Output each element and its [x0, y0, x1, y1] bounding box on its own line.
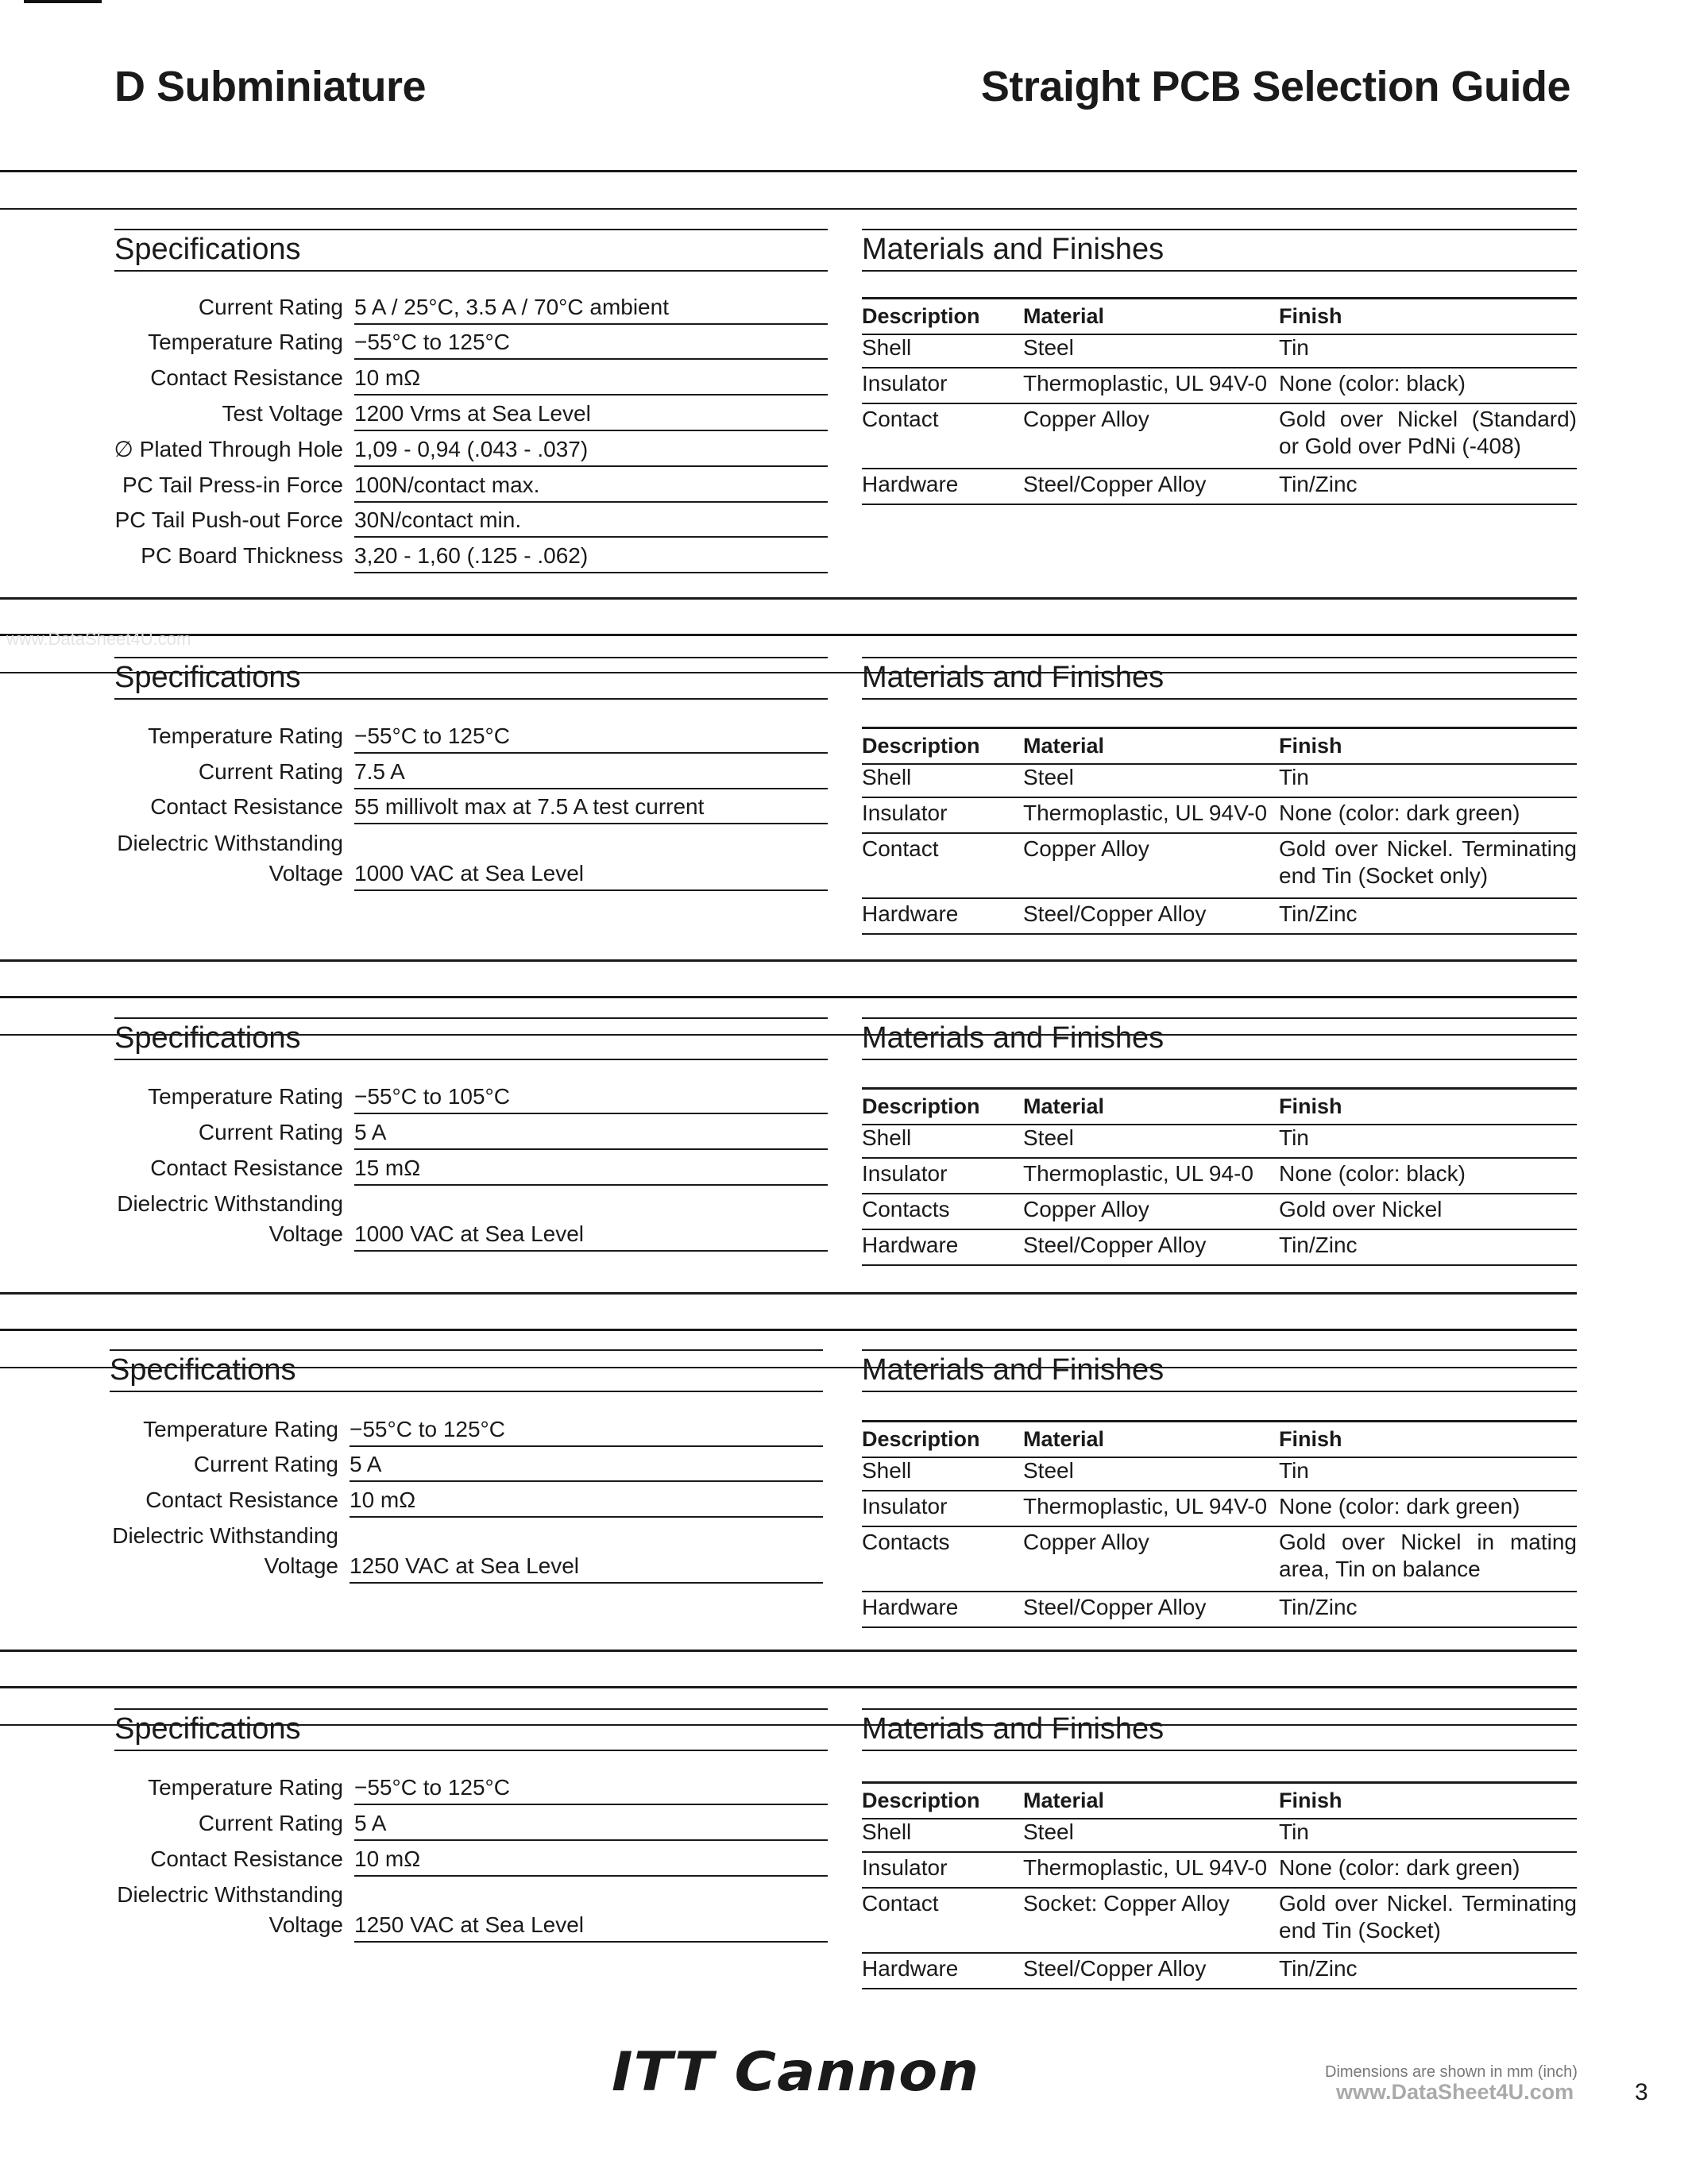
specifications-title-underline — [114, 270, 828, 272]
col-header-material: Material — [1023, 1427, 1105, 1451]
material-name: Copper Alloy — [1023, 1197, 1149, 1221]
material-description: Insulator — [862, 1855, 948, 1880]
material-name: Steel/Copper Alloy — [1023, 472, 1207, 496]
materials-table-row — [862, 1193, 1577, 1230]
material-description: Insulator — [862, 1161, 948, 1186]
materials-table-row — [862, 367, 1577, 404]
materials-table-row — [862, 1526, 1577, 1592]
specifications-title-rule — [114, 657, 828, 658]
material-description: Hardware — [862, 1233, 959, 1257]
materials-table-row — [862, 1952, 1577, 1989]
material-description: Insulator — [862, 1494, 948, 1518]
material-name: Copper Alloy — [1023, 1530, 1149, 1554]
material-finish: None (color: black) — [1279, 371, 1466, 396]
material-name: Steel/Copper Alloy — [1023, 1595, 1207, 1619]
footer-url: www.DataSheet4U.com — [1336, 2080, 1574, 2104]
material-finish: Tin — [1279, 1819, 1309, 1844]
material-name: Thermoplastic, UL 94V-0 — [1023, 371, 1268, 396]
materials-table-row — [862, 1229, 1577, 1266]
material-finish: Tin — [1279, 1458, 1309, 1483]
spec-value: 5 A — [354, 1810, 828, 1841]
material-finish: Tin/Zinc — [1279, 472, 1358, 496]
spec-value: 3,20 - 1,60 (.125 - .062) — [354, 542, 828, 573]
material-finish: Tin/Zinc — [1279, 1233, 1358, 1257]
materials-title-rule — [862, 1017, 1577, 1019]
itt-cannon-logo: ITT Cannon — [612, 2041, 980, 2104]
spec-label: PC Board Thickness — [141, 543, 343, 568]
materials-title-rule — [862, 229, 1577, 230]
material-finish: Tin/Zinc — [1279, 1956, 1358, 1981]
specifications-title-underline — [114, 698, 828, 700]
material-name: Steel/Copper Alloy — [1023, 1956, 1207, 1981]
col-header-description: Description — [862, 1094, 980, 1118]
material-description: Shell — [862, 1125, 912, 1150]
spec-value: −55°C to 125°C — [354, 723, 828, 754]
materials-table-row — [862, 1887, 1577, 1954]
col-header-finish: Finish — [1279, 1427, 1342, 1451]
dimensions-note: Dimensions are shown in mm (inch) — [1325, 2063, 1578, 2081]
header-left-title: D Subminiature — [114, 63, 427, 110]
section-bottom-rule — [0, 1292, 1577, 1295]
material-description: Shell — [862, 765, 912, 789]
section-secondary-rule — [0, 1367, 1577, 1368]
corner-mark — [24, 0, 102, 3]
materials-table-header — [862, 1781, 1577, 1819]
materials-table-row — [862, 1157, 1577, 1194]
spec-label: Temperature Rating — [148, 1775, 343, 1800]
spec-label: Voltage — [268, 861, 343, 886]
spec-label: Current Rating — [193, 1452, 338, 1476]
col-header-finish: Finish — [1279, 1788, 1342, 1812]
spec-value: 10 mΩ — [354, 1846, 828, 1877]
material-finish: None (color: dark green) — [1279, 1494, 1520, 1518]
specifications-title-underline — [114, 1059, 828, 1060]
header-right-title: Straight PCB Selection Guide — [980, 63, 1570, 110]
spec-value: −55°C to 125°C — [354, 1774, 828, 1805]
spec-value: 5 A — [354, 1119, 828, 1150]
spec-label: Current Rating — [198, 759, 343, 784]
specifications-title-rule — [114, 1708, 828, 1710]
materials-title-underline — [862, 270, 1577, 272]
material-name: Thermoplastic, UL 94-0 — [1023, 1161, 1253, 1186]
spec-value: 1250 VAC at Sea Level — [354, 1912, 828, 1943]
material-name: Copper Alloy — [1023, 407, 1149, 431]
spec-value: 5 A — [350, 1451, 823, 1482]
materials-table-row — [862, 832, 1577, 899]
col-header-description: Description — [862, 304, 980, 328]
spec-value: 10 mΩ — [354, 365, 828, 396]
material-finish: Gold over Nickel. Terminating end Tin (Socket) — [1279, 1891, 1577, 1943]
specifications-title-underline — [114, 1750, 828, 1751]
col-header-description: Description — [862, 734, 980, 758]
material-name: Steel — [1023, 765, 1074, 789]
materials-title: Materials and Finishes — [862, 233, 1165, 266]
section-top-rule — [0, 170, 1577, 172]
section-bottom-rule — [0, 959, 1577, 962]
spec-label: Temperature Rating — [148, 1084, 343, 1109]
spec-label-line1: Dielectric Withstanding — [117, 1191, 343, 1216]
material-description: Hardware — [862, 472, 959, 496]
spec-value: −55°C to 125°C — [350, 1416, 823, 1447]
specifications-title-rule — [110, 1349, 823, 1351]
materials-table-row — [862, 761, 1577, 798]
materials-title: Materials and Finishes — [862, 1353, 1165, 1387]
spec-label: Current Rating — [198, 295, 343, 319]
materials-title-underline — [862, 1391, 1577, 1392]
material-finish: None (color: dark green) — [1279, 1855, 1520, 1880]
materials-title: Materials and Finishes — [862, 661, 1165, 694]
material-finish: Gold over Nickel (Standard) or Gold over PdNi (-408) — [1279, 407, 1577, 458]
section-bottom-rule — [0, 597, 1577, 600]
col-header-material: Material — [1023, 304, 1105, 328]
spec-value: 55 millivolt max at 7.5 A test current — [354, 793, 828, 824]
materials-table-row — [862, 1454, 1577, 1491]
material-description: Contact — [862, 836, 939, 861]
section-secondary-rule — [0, 672, 1577, 673]
material-name: Steel — [1023, 1458, 1074, 1483]
materials-title-rule — [862, 657, 1577, 658]
page-number: 3 — [1635, 2079, 1648, 2105]
col-header-description: Description — [862, 1427, 980, 1451]
materials-table-row — [862, 331, 1577, 369]
material-description: Contact — [862, 407, 939, 431]
material-description: Insulator — [862, 371, 948, 396]
spec-label-line1: Dielectric Withstanding — [112, 1523, 338, 1548]
spec-label-line1: Dielectric Withstanding — [117, 831, 343, 855]
materials-table-header — [862, 297, 1577, 335]
material-name: Thermoplastic, UL 94V-0 — [1023, 801, 1268, 825]
section-top-rule — [0, 996, 1577, 998]
material-description: Contacts — [862, 1530, 950, 1554]
spec-label: PC Tail Press-in Force — [122, 473, 343, 497]
material-name: Steel — [1023, 335, 1074, 360]
material-description: Contacts — [862, 1197, 950, 1221]
spec-label: Contact Resistance — [145, 1488, 338, 1512]
materials-title-underline — [862, 1059, 1577, 1060]
materials-table-header — [862, 1087, 1577, 1125]
material-description: Shell — [862, 335, 912, 360]
materials-title: Materials and Finishes — [862, 1712, 1165, 1746]
spec-label: Contact Resistance — [150, 365, 343, 390]
material-finish: Tin — [1279, 1125, 1309, 1150]
material-name: Steel/Copper Alloy — [1023, 1233, 1207, 1257]
spec-label-line1: Dielectric Withstanding — [117, 1882, 343, 1907]
materials-table-row — [862, 1851, 1577, 1889]
spec-value: 100N/contact max. — [354, 472, 828, 503]
spec-label: Temperature Rating — [143, 1417, 338, 1441]
specifications-title-rule — [114, 1017, 828, 1019]
material-finish: Tin — [1279, 335, 1309, 360]
spec-label: Contact Resistance — [150, 1846, 343, 1871]
material-name: Thermoplastic, UL 94V-0 — [1023, 1494, 1268, 1518]
spec-label: Test Voltage — [222, 401, 343, 426]
section-secondary-rule — [0, 208, 1577, 210]
materials-table-row — [862, 1121, 1577, 1159]
col-header-finish: Finish — [1279, 1094, 1342, 1118]
material-description: Contact — [862, 1891, 939, 1916]
spec-label: Current Rating — [198, 1811, 343, 1835]
materials-table-row — [862, 1591, 1577, 1628]
spec-label: Voltage — [264, 1553, 338, 1578]
materials-table-header — [862, 727, 1577, 765]
materials-table-row — [862, 403, 1577, 469]
materials-table-row — [862, 897, 1577, 935]
material-finish: None (color: black) — [1279, 1161, 1466, 1186]
material-name: Thermoplastic, UL 94V-0 — [1023, 1855, 1268, 1880]
specifications-title: Specifications — [114, 1021, 301, 1055]
col-header-description: Description — [862, 1788, 980, 1812]
spec-value: 15 mΩ — [354, 1155, 828, 1186]
materials-table-header — [862, 1420, 1577, 1458]
spec-label: Temperature Rating — [148, 330, 343, 354]
material-finish: Tin/Zinc — [1279, 901, 1358, 926]
spec-value: 1200 Vrms at Sea Level — [354, 400, 828, 431]
materials-title-rule — [862, 1708, 1577, 1710]
spec-label: Temperature Rating — [148, 723, 343, 748]
material-description: Shell — [862, 1458, 912, 1483]
section-secondary-rule — [0, 1034, 1577, 1036]
spec-value: −55°C to 125°C — [354, 329, 828, 360]
col-header-finish: Finish — [1279, 734, 1342, 758]
material-description: Insulator — [862, 801, 948, 825]
spec-label: ∅ Plated Through Hole — [114, 437, 343, 461]
spec-value: 1000 VAC at Sea Level — [354, 860, 828, 891]
spec-label: Contact Resistance — [150, 794, 343, 819]
material-finish: Tin/Zinc — [1279, 1595, 1358, 1619]
material-finish: Tin — [1279, 765, 1309, 789]
col-header-material: Material — [1023, 1788, 1105, 1812]
spec-label: PC Tail Push-out Force — [114, 507, 343, 532]
materials-table-row — [862, 1815, 1577, 1853]
material-name: Socket: Copper Alloy — [1023, 1891, 1230, 1916]
spec-value: 30N/contact min. — [354, 507, 828, 538]
specifications-title: Specifications — [114, 1712, 301, 1746]
materials-title: Materials and Finishes — [862, 1021, 1165, 1055]
specifications-title-underline — [110, 1391, 823, 1392]
material-finish: Gold over Nickel in mating area, Tin on balance — [1279, 1530, 1577, 1581]
materials-title-rule — [862, 1349, 1577, 1351]
materials-table-row — [862, 468, 1577, 505]
material-name: Copper Alloy — [1023, 836, 1149, 861]
spec-label: Current Rating — [198, 1120, 343, 1144]
material-description: Hardware — [862, 1956, 959, 1981]
col-header-material: Material — [1023, 734, 1105, 758]
specifications-title-rule — [114, 229, 828, 230]
specifications-title: Specifications — [114, 661, 301, 694]
material-name: Steel/Copper Alloy — [1023, 901, 1207, 926]
col-header-material: Material — [1023, 1094, 1105, 1118]
spec-label: Voltage — [268, 1221, 343, 1246]
spec-value: 10 mΩ — [350, 1487, 823, 1518]
section-secondary-rule — [0, 1724, 1577, 1726]
materials-table-row — [862, 797, 1577, 834]
section-bottom-rule — [0, 1650, 1577, 1652]
material-description: Shell — [862, 1819, 912, 1844]
material-finish: None (color: dark green) — [1279, 801, 1520, 825]
spec-label: Contact Resistance — [150, 1156, 343, 1180]
spec-value: −55°C to 105°C — [354, 1083, 828, 1114]
material-description: Hardware — [862, 1595, 959, 1619]
spec-value: 5 A / 25°C, 3.5 A / 70°C ambient — [354, 294, 828, 325]
material-description: Hardware — [862, 901, 959, 926]
col-header-finish: Finish — [1279, 304, 1342, 328]
specifications-title: Specifications — [114, 233, 301, 266]
spec-value: 1,09 - 0,94 (.043 - .037) — [354, 436, 828, 467]
section-top-rule — [0, 1686, 1577, 1688]
specifications-title: Specifications — [110, 1353, 296, 1387]
material-name: Steel — [1023, 1125, 1074, 1150]
material-finish: Gold over Nickel. Terminating end Tin (Socket only) — [1279, 836, 1577, 888]
watermark: www.DataSheet4U.com — [6, 629, 191, 649]
spec-value: 1250 VAC at Sea Level — [350, 1553, 823, 1584]
section-top-rule — [0, 634, 1577, 636]
spec-value: 7.5 A — [354, 758, 828, 789]
material-finish: Gold over Nickel — [1279, 1197, 1443, 1221]
material-name: Steel — [1023, 1819, 1074, 1844]
spec-label: Voltage — [268, 1912, 343, 1937]
section-top-rule — [0, 1329, 1577, 1331]
materials-title-underline — [862, 1750, 1577, 1751]
spec-value: 1000 VAC at Sea Level — [354, 1221, 828, 1252]
materials-title-underline — [862, 698, 1577, 700]
materials-table-row — [862, 1490, 1577, 1527]
